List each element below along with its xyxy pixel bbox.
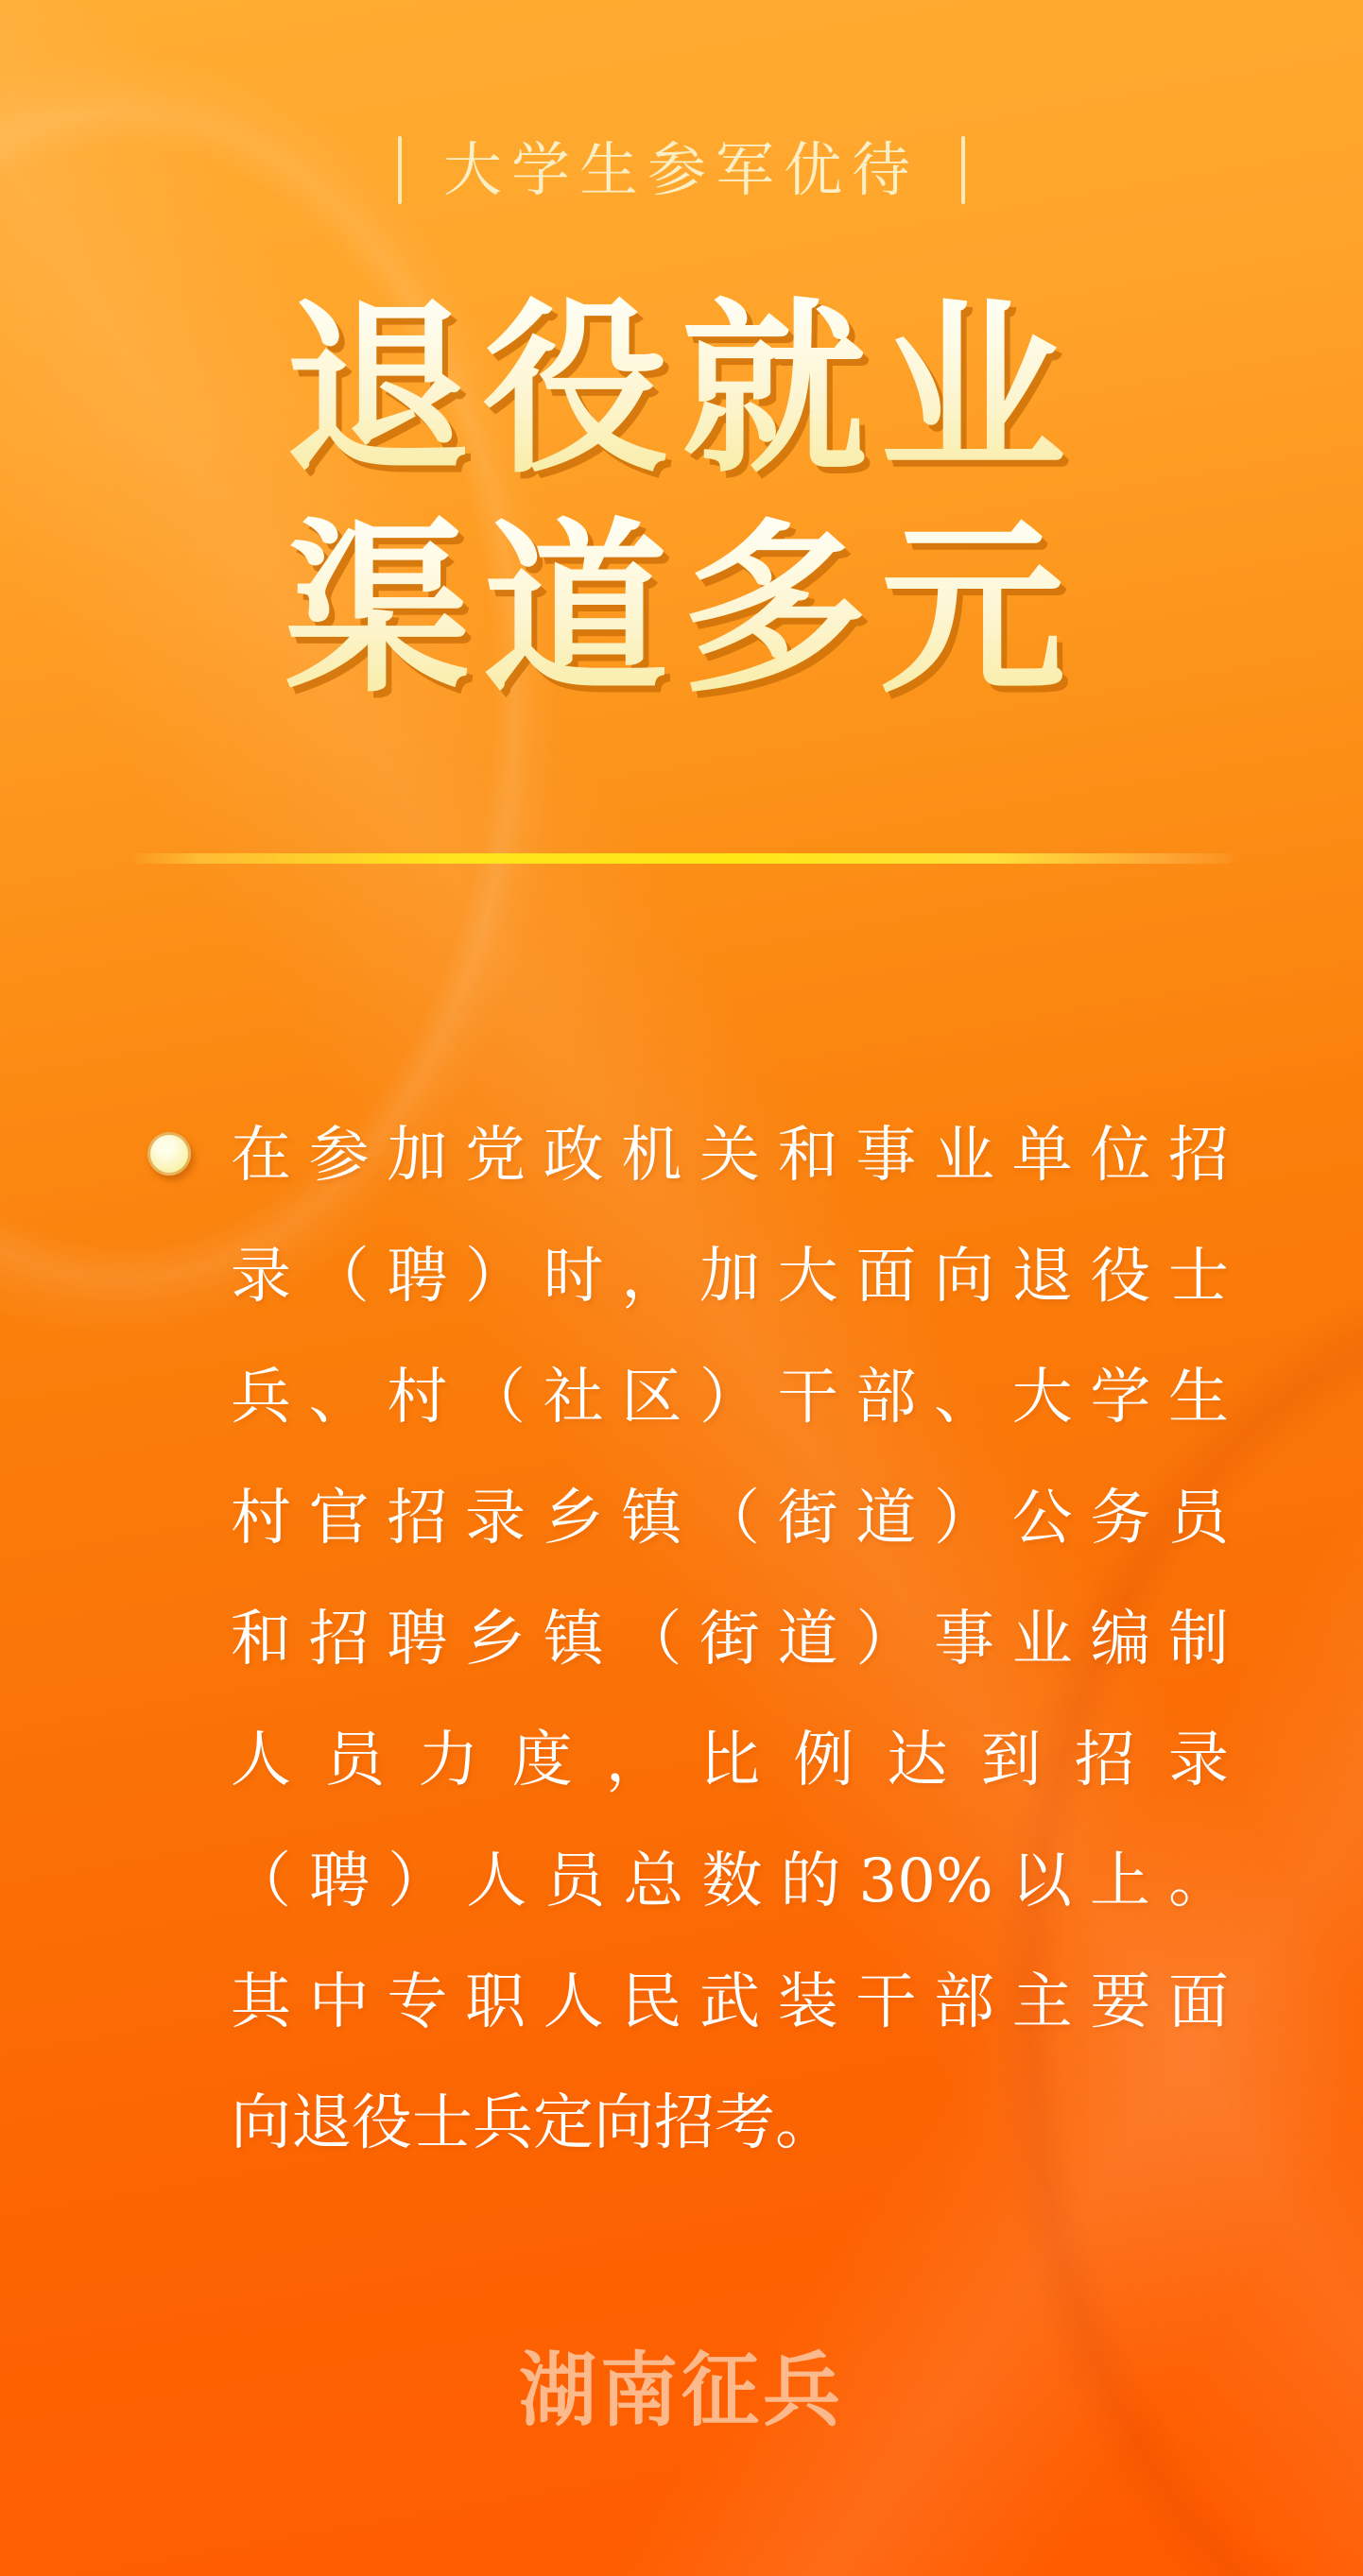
header-tag xyxy=(0,132,1363,208)
title-line-2: 渠道多元 xyxy=(0,500,1363,720)
tag-left-bar-icon xyxy=(398,136,402,204)
body-line: 录（聘）时，加大面向退役士 xyxy=(231,1242,1229,1312)
title-line-1: 退役就业 xyxy=(0,280,1363,500)
tag-label: 大学生参军优待 xyxy=(442,135,920,204)
divider-line xyxy=(132,853,1233,864)
body-line: 在参加党政机关和事业单位招 xyxy=(231,1121,1229,1191)
body-line: 和招聘乡镇（街道）事业编制 xyxy=(231,1605,1229,1674)
footer-logo: 湖南征兵 xyxy=(518,2346,844,2436)
tag-right-bar-icon xyxy=(961,136,965,204)
poster-title xyxy=(0,280,1363,720)
circle-bullet-icon xyxy=(147,1132,191,1176)
body-paragraph xyxy=(231,1095,1229,2184)
body-line: 人员力度，比例达到招录 xyxy=(231,1726,1229,1795)
body-line: 村官招录乡镇（街道）公务员 xyxy=(231,1484,1229,1554)
body-line: 兵、村（社区）干部、大学生 xyxy=(231,1363,1229,1433)
body-line: 其中专职人民武装干部主要面 xyxy=(231,1967,1229,2037)
body-line: 向退役士兵定向招考。 xyxy=(231,2088,836,2158)
body-line: （聘）人员总数的30%以上。 xyxy=(231,1846,1229,1916)
